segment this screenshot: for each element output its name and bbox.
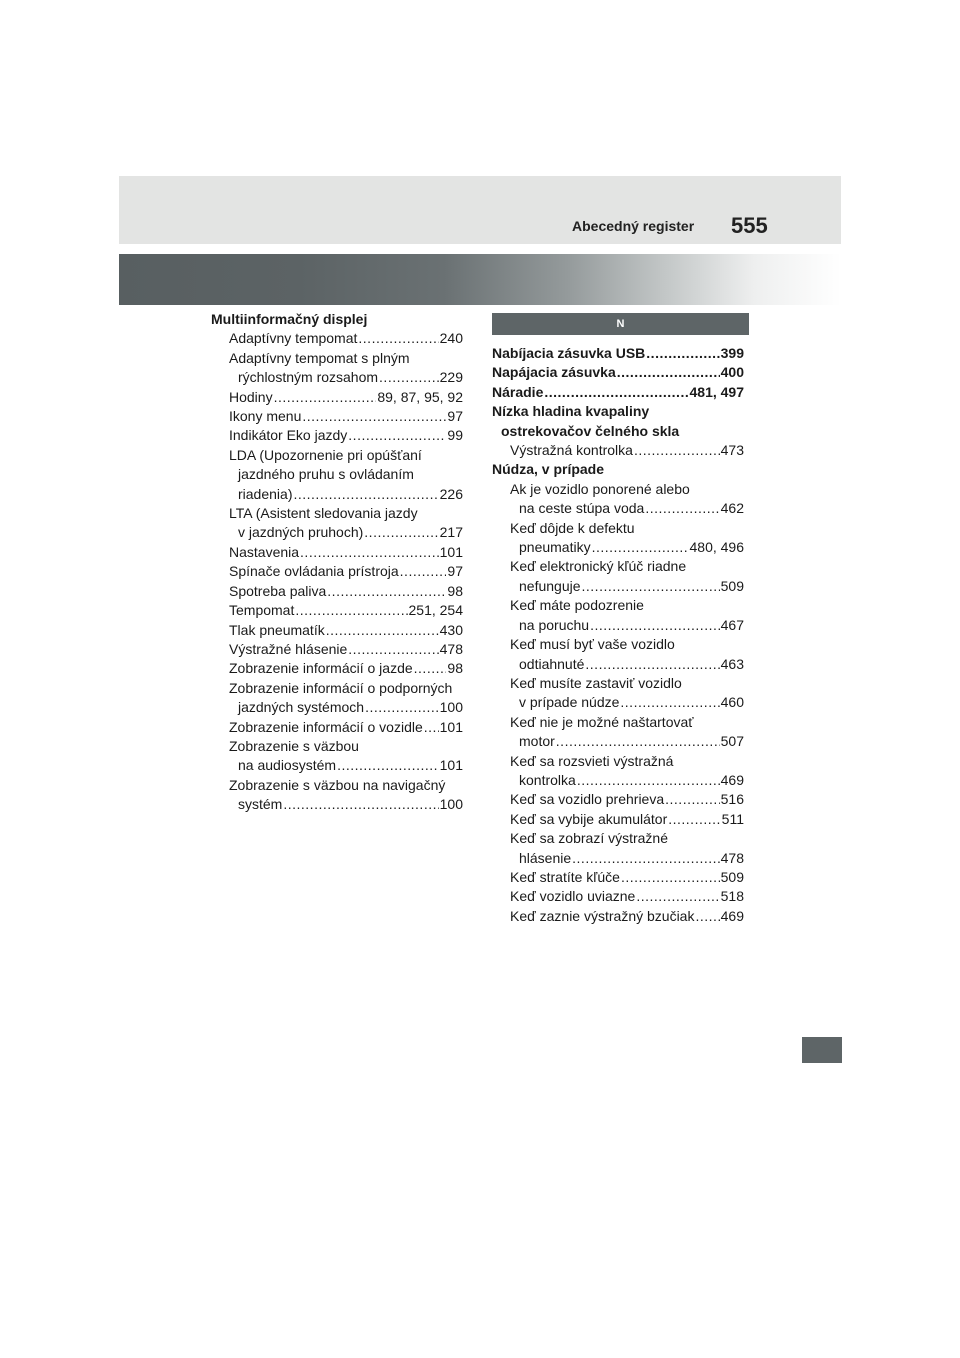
index-entry-page: 400 bbox=[720, 364, 744, 381]
index-entry-page: 101 bbox=[439, 718, 463, 735]
index-entry-page: 469 bbox=[720, 907, 744, 924]
index-entry-text: Keď musí byť vaše vozidlo bbox=[510, 636, 675, 653]
index-entry-text: Adaptívny tempomat s plným bbox=[229, 349, 410, 366]
index-entry-page: 478 bbox=[439, 640, 463, 657]
index-entry-page: 473 bbox=[720, 442, 744, 459]
index-entry-page: 399 bbox=[720, 345, 744, 361]
index-entry bbox=[492, 557, 744, 576]
dot-leader bbox=[424, 718, 439, 737]
index-entry-text: Spotreba paliva bbox=[229, 582, 327, 599]
index-entry-page: 478 bbox=[720, 849, 744, 866]
index-entry bbox=[492, 422, 744, 441]
index-entry-text: na ceste stúpa voda bbox=[519, 500, 645, 517]
index-entry-text: hlásenie bbox=[519, 849, 572, 866]
dot-leader bbox=[379, 368, 439, 387]
index-entry-text: Tempomat bbox=[229, 602, 295, 619]
index-entry-text: Zobrazenie s väzbou bbox=[229, 737, 359, 754]
index-entry bbox=[211, 737, 463, 756]
index-entry bbox=[211, 368, 463, 387]
index-entry-text: Spínače ovládania prístroja bbox=[229, 563, 399, 580]
index-entry bbox=[211, 640, 463, 659]
dot-leader bbox=[572, 849, 719, 868]
dot-leader bbox=[414, 659, 447, 678]
index-entry-page: 509 bbox=[720, 868, 744, 885]
index-entry bbox=[211, 465, 463, 484]
index-entry-page: 460 bbox=[720, 694, 744, 711]
index-entry-text: ostrekovačov čelného skla bbox=[501, 422, 680, 439]
index-entry-text: Indikátor Eko jazdy bbox=[229, 427, 348, 444]
index-entry bbox=[492, 460, 744, 479]
index-entry-text: Nízka hladina kvapaliny bbox=[492, 403, 650, 420]
index-entry-page: 509 bbox=[720, 577, 744, 594]
index-entry-text: Núdza, v prípade bbox=[492, 461, 605, 478]
index-entry-page: 100 bbox=[439, 796, 463, 813]
index-entry-text: Ikony menu bbox=[229, 408, 302, 425]
index-entry-text: kontrolka bbox=[519, 771, 576, 788]
index-entry bbox=[211, 523, 463, 542]
index-entry-text: Zobrazenie informácií o podporných bbox=[229, 679, 453, 696]
index-entry-text: v prípade núdze bbox=[519, 694, 620, 711]
index-entry bbox=[492, 693, 744, 712]
index-entry-text: na poruchu bbox=[519, 616, 590, 633]
index-entry-page: 463 bbox=[720, 655, 744, 672]
index-entry-page: 97 bbox=[447, 563, 463, 580]
index-entry bbox=[492, 849, 744, 868]
index-entry bbox=[492, 519, 744, 538]
index-entry-text: Výstražné hlásenie bbox=[229, 640, 348, 657]
index-entry bbox=[492, 344, 744, 363]
index-entry-page: 511 bbox=[721, 810, 744, 827]
index-entry bbox=[492, 635, 744, 654]
dot-leader bbox=[645, 499, 719, 518]
dot-leader bbox=[326, 621, 439, 640]
index-entry-page: 217 bbox=[439, 524, 463, 541]
index-entry bbox=[211, 543, 463, 562]
dot-leader bbox=[617, 363, 720, 382]
index-entry bbox=[492, 674, 744, 693]
index-entry bbox=[211, 329, 463, 348]
index-entry-page: 101 bbox=[439, 757, 463, 774]
index-entry-page: 101 bbox=[439, 543, 463, 560]
index-entry-text: Keď musíte zastaviť vozidlo bbox=[510, 674, 682, 691]
dot-leader bbox=[300, 543, 439, 562]
index-entry bbox=[211, 795, 463, 814]
index-entry-page: 229 bbox=[439, 369, 463, 386]
dot-leader bbox=[293, 485, 438, 504]
index-entry-text: motor bbox=[519, 733, 555, 750]
index-entry-text: Keď dôjde k defektu bbox=[510, 519, 635, 536]
index-entry-text: Keď nie je možné naštartovať bbox=[510, 713, 694, 730]
index-entry-text: Zobrazenie s väzbou na navigačný bbox=[229, 776, 446, 793]
index-entry-text: na audiosystém bbox=[238, 757, 337, 774]
index-entry-text: Zobrazenie informácií o vozidle bbox=[229, 718, 423, 735]
index-entry bbox=[211, 407, 463, 426]
index-entry bbox=[211, 621, 463, 640]
dot-leader bbox=[400, 562, 447, 581]
index-entry-text: Keď sa zobrazí výstražné bbox=[510, 830, 669, 847]
index-entry bbox=[492, 538, 744, 557]
dot-leader bbox=[556, 732, 720, 751]
index-entry-text: Nabíjacia zásuvka USB bbox=[492, 345, 646, 361]
index-entry bbox=[492, 441, 744, 460]
dot-leader bbox=[302, 407, 446, 426]
index-entry bbox=[211, 718, 463, 737]
index-entry-text: Keď sa rozsvieti výstražná bbox=[510, 752, 674, 769]
index-entry bbox=[492, 829, 744, 848]
dot-leader bbox=[348, 640, 438, 659]
index-entry-text: Napájacia zásuvka bbox=[492, 364, 616, 381]
index-entry bbox=[492, 810, 744, 829]
dot-leader bbox=[634, 441, 720, 460]
dot-leader bbox=[327, 582, 446, 601]
index-entry bbox=[492, 732, 744, 751]
index-entry-text: Tlak pneumatík bbox=[229, 621, 325, 638]
index-entry bbox=[492, 771, 744, 790]
dot-leader bbox=[283, 795, 438, 814]
index-entry-page: 469 bbox=[720, 771, 744, 788]
index-entry-page: 89, 87, 95, 92 bbox=[377, 388, 463, 405]
index-entry-page: 97 bbox=[447, 408, 463, 425]
index-entry bbox=[211, 485, 463, 504]
index-entry bbox=[492, 499, 744, 518]
index-entry-text: rýchlostným rozsahom bbox=[238, 369, 379, 386]
dot-leader bbox=[620, 693, 719, 712]
index-entry-text: systém bbox=[238, 796, 283, 813]
index-entry bbox=[492, 383, 744, 402]
index-entry bbox=[211, 388, 463, 407]
index-entry-text: Keď sa vozidlo prehrieva bbox=[510, 791, 665, 808]
section-letter-bar: N bbox=[492, 313, 749, 335]
index-entry bbox=[492, 577, 744, 596]
index-entry-page: 251, 254 bbox=[408, 602, 463, 619]
index-entry-text: Keď sa vybije akumulátor bbox=[510, 810, 668, 827]
index-entry-text: Adaptívny tempomat bbox=[229, 330, 358, 347]
dot-leader bbox=[585, 655, 719, 674]
index-entry-text: Keď elektronický kľúč riadne bbox=[510, 558, 687, 575]
index-entry bbox=[492, 713, 744, 732]
index-entry bbox=[211, 504, 463, 523]
index-column-left bbox=[211, 310, 463, 815]
dot-leader bbox=[621, 868, 720, 887]
index-entry-page: 98 bbox=[447, 582, 463, 599]
dot-leader bbox=[348, 426, 446, 445]
index-entry-page: 467 bbox=[720, 616, 744, 633]
index-entry bbox=[211, 310, 463, 329]
index-entry-text: Hodiny bbox=[229, 388, 273, 405]
dot-leader bbox=[646, 344, 719, 363]
index-entry-page: 98 bbox=[447, 660, 463, 677]
dot-leader bbox=[695, 907, 719, 926]
index-entry bbox=[492, 868, 744, 887]
index-entry-text: LTA (Asistent sledovania jazdy bbox=[229, 505, 418, 522]
index-entry bbox=[492, 887, 744, 906]
index-entry bbox=[492, 402, 744, 421]
index-entry bbox=[211, 562, 463, 581]
index-entry-text: riadenia) bbox=[238, 485, 293, 502]
index-entry-page: 99 bbox=[447, 427, 463, 444]
index-entry bbox=[211, 426, 463, 445]
index-entry bbox=[492, 752, 744, 771]
dot-leader bbox=[295, 601, 407, 620]
index-entry-text: Náradie bbox=[492, 383, 544, 400]
index-entry-page: 430 bbox=[439, 621, 463, 638]
index-entry bbox=[211, 679, 463, 698]
index-entry-text: pneumatiky bbox=[519, 539, 591, 556]
dot-leader bbox=[590, 616, 720, 635]
dot-leader bbox=[365, 698, 439, 717]
index-entry-text: Multiinformačný displej bbox=[211, 311, 368, 327]
dot-leader bbox=[337, 756, 439, 775]
dot-leader bbox=[358, 329, 438, 348]
dot-leader bbox=[582, 577, 720, 596]
index-entry bbox=[492, 907, 744, 926]
chapter-thumb-tab bbox=[802, 1037, 842, 1063]
index-entry bbox=[211, 446, 463, 465]
index-entry-text: jazdného pruhu s ovládaním bbox=[238, 466, 414, 483]
index-entry-text: v jazdných pruhoch) bbox=[238, 524, 364, 541]
index-entry-page: 462 bbox=[720, 500, 744, 517]
index-entry-text: Keď máte podozrenie bbox=[510, 597, 644, 614]
dot-leader bbox=[274, 388, 377, 407]
index-entry bbox=[492, 596, 744, 615]
index-column-right bbox=[492, 344, 744, 926]
index-entry-page: 518 bbox=[720, 888, 744, 905]
index-entry bbox=[211, 659, 463, 678]
index-entry-text: jazdných systémoch bbox=[238, 699, 365, 716]
dot-leader bbox=[592, 538, 689, 557]
index-entry-text: Ak je vozidlo ponorené alebo bbox=[510, 480, 690, 497]
index-entry-page: 481, 497 bbox=[689, 383, 744, 400]
dot-leader bbox=[636, 887, 719, 906]
dot-leader bbox=[364, 523, 438, 542]
index-entry-text: Nastavenia bbox=[229, 543, 300, 560]
page-number: 555 bbox=[731, 213, 768, 238]
index-entry-text: odtiahnuté bbox=[519, 655, 585, 672]
index-entry-text: Keď vozidlo uviazne bbox=[510, 888, 636, 905]
index-entry-text: Zobrazenie informácií o jazde bbox=[229, 660, 413, 677]
index-entry bbox=[492, 480, 744, 499]
index-entry-page: 240 bbox=[439, 330, 463, 347]
index-entry bbox=[492, 790, 744, 809]
index-entry bbox=[492, 655, 744, 674]
page-title: Abecedný register bbox=[572, 218, 695, 234]
index-entry-page: 507 bbox=[720, 733, 744, 750]
index-entry-text: LDA (Upozornenie pri opúšťaní bbox=[229, 446, 422, 463]
index-entry bbox=[492, 616, 744, 635]
index-entry-text: Výstražná kontrolka bbox=[510, 442, 633, 459]
index-entry bbox=[211, 756, 463, 775]
index-entry bbox=[211, 698, 463, 717]
index-entry bbox=[211, 776, 463, 795]
dot-leader bbox=[577, 771, 720, 790]
index-entry bbox=[211, 349, 463, 368]
dot-leader bbox=[544, 383, 688, 402]
index-entry bbox=[211, 601, 463, 620]
dot-leader bbox=[668, 810, 720, 829]
dot-leader bbox=[665, 790, 720, 809]
decorative-gradient-band bbox=[119, 254, 841, 305]
index-entry-page: 516 bbox=[720, 791, 744, 808]
index-entry-page: 100 bbox=[439, 699, 463, 716]
index-entry-text: Keď stratíte kľúče bbox=[510, 868, 620, 885]
index-entry-page: 226 bbox=[439, 485, 463, 502]
index-entry bbox=[211, 582, 463, 601]
index-entry-text: nefunguje bbox=[519, 577, 581, 594]
index-entry-page: 480, 496 bbox=[689, 539, 744, 556]
index-entry bbox=[492, 363, 744, 382]
index-entry-text: Keď zaznie výstražný bzučiak bbox=[510, 907, 695, 924]
